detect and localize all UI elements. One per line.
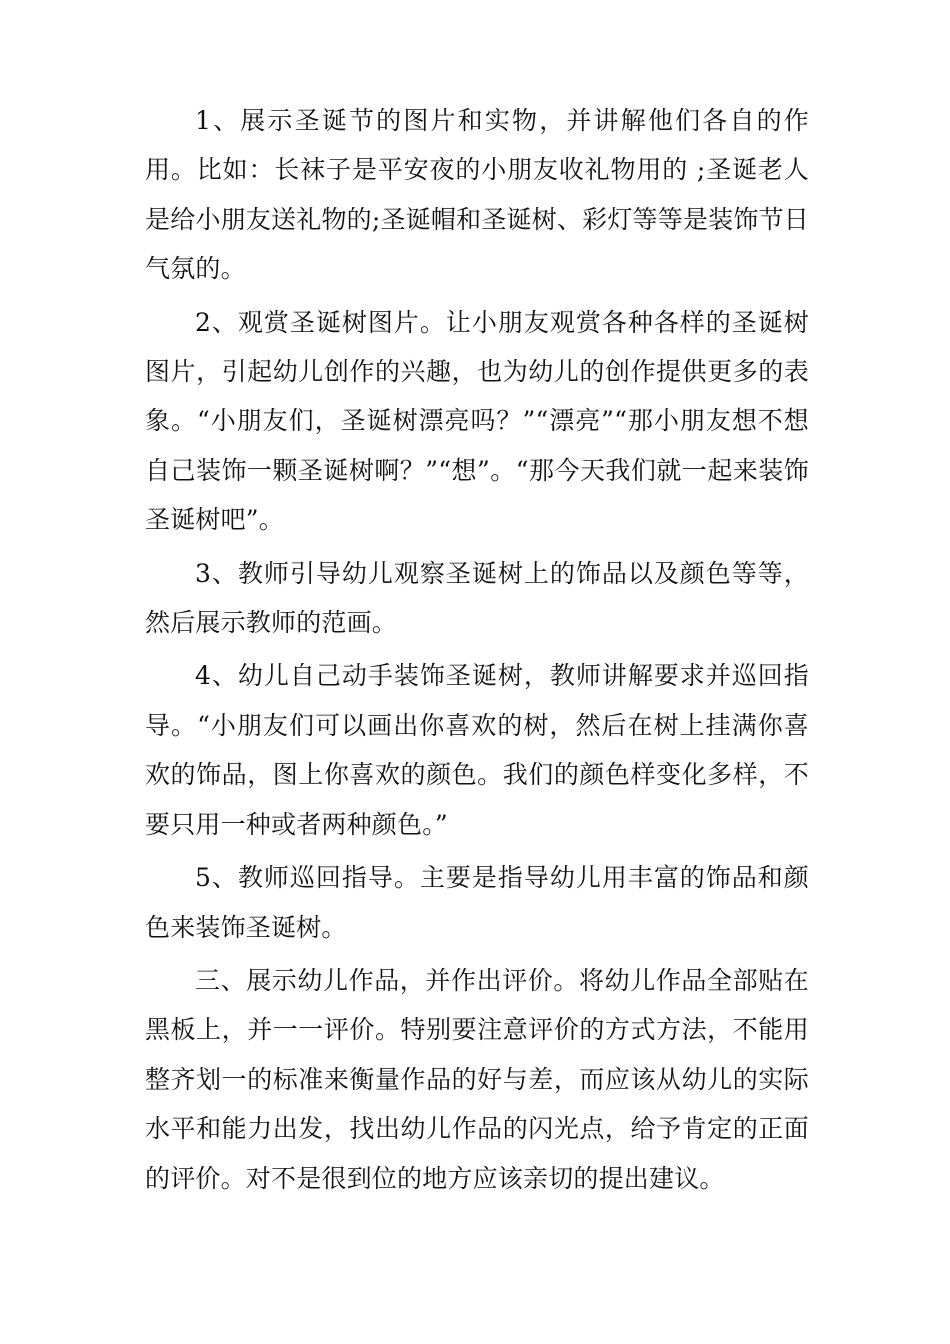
paragraph-section-3: 三、展示幼儿作品，并作出评价。将幼儿作品全部贴在黑板上，并一一评价。特别要注意评价的方式方法，不能用整齐划一的标准来衡量作品的好与差，而应该从幼儿的实际水平和能力出发，找出幼儿作品的闪光点，给予肯定的正面的评价。对不是很到位的地方应该亲切的提出建议。	[145, 965, 809, 1193]
paragraph-step-5: 5、教师巡回指导。主要是指导幼儿用丰富的饰品和颜色来装饰圣诞树。	[145, 863, 809, 942]
document-body	[145, 96, 809, 1207]
paragraph-step-3: 3、教师引导幼儿观察圣诞树上的饰品以及颜色等等，然后展示教师的范画。	[145, 558, 809, 638]
paragraph-step-2: 2、观赏圣诞树图片。让小朋友观赏各种各样的圣诞树图片，引起幼儿创作的兴趣，也为幼儿的创作提供更多的表象。“小朋友们，圣诞树漂亮吗？”“漂亮”“那小朋友想不想自己装饰一颗圣诞树啊？”“想”。“那今天我们就一起来装饰圣诞树吧”。	[145, 307, 809, 535]
paragraph-step-1: 1、展示圣诞节的图片和实物，并讲解他们各自的作用。比如：长袜子是平安夜的小朋友收礼物用的 ;圣诞老人是给小朋友送礼物的;圣诞帽和圣诞树、彩灯等等是装饰节日气氛的。	[145, 106, 809, 284]
paragraph-step-4: 4、幼儿自己动手装饰圣诞树，教师讲解要求并巡回指导。“小朋友们可以画出你喜欢的树，然后在树上挂满你喜欢的饰品，图上你喜欢的颜色。我们的颜色样变化多样，不要只用一种或者两种颜色。”	[145, 661, 809, 839]
